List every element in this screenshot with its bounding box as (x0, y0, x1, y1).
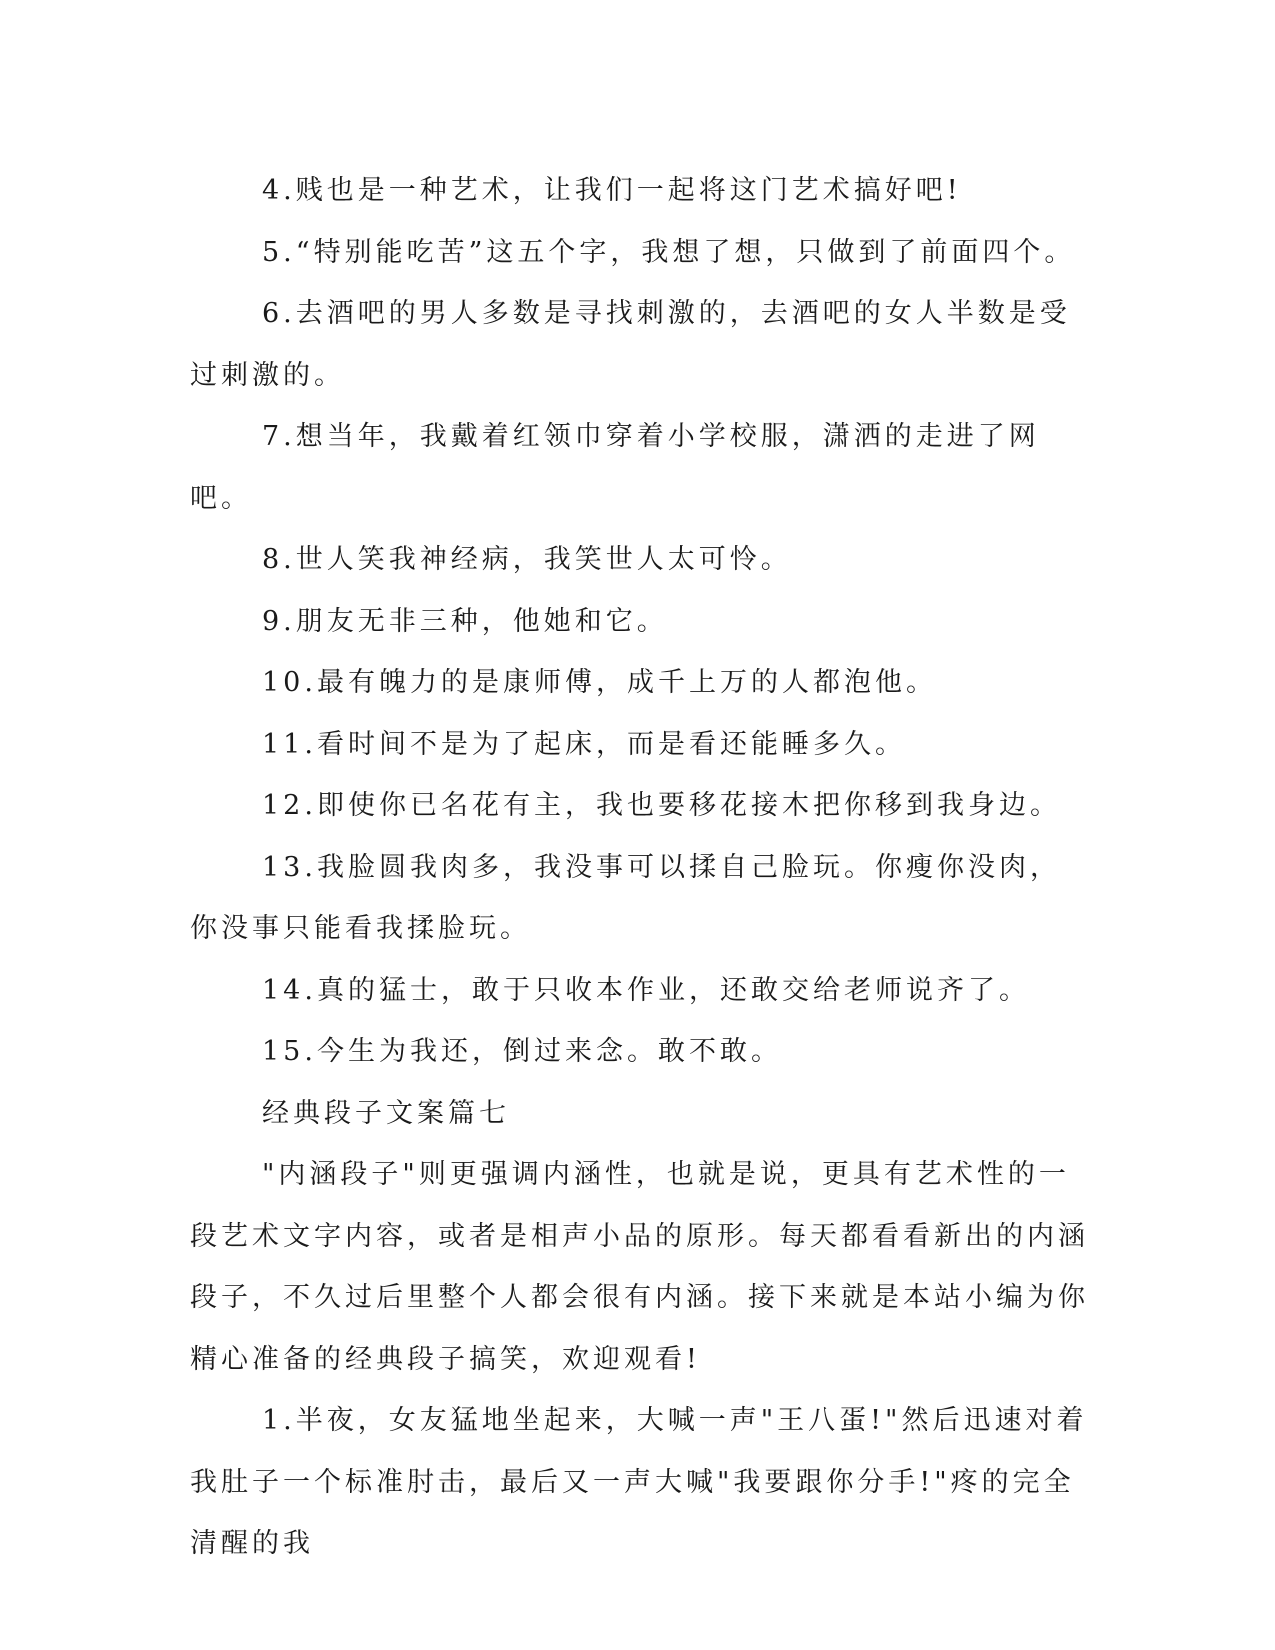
paragraph-item-6: 6.去酒吧的男人多数是寻找刺激的，去酒吧的女人半数是受过刺激的。 (190, 298, 1071, 391)
paragraph-item-10: 10.最有魄力的是康师傅，成千上万的人都泡他。 (262, 667, 937, 698)
paragraph-item-13: 13.我脸圆我肉多，我没事可以揉自己脸玩。你瘦你没肉，你没事只能看我揉脸玩。 (190, 851, 1061, 944)
paragraph-item-14: 14.真的猛士，敢于只收本作业，还敢交给老师说齐了。 (262, 974, 1030, 1006)
paragraph-item-15: 15.今生为我还，倒过来念。敢不敢。 (262, 1036, 782, 1067)
paragraph-item-7: 7.想当年，我戴着红领巾穿着小学校服，潇洒的走进了网吧。 (190, 421, 1040, 514)
section-heading: 经典段子文案篇七 (262, 1097, 510, 1129)
paragraph-item-12: 12.即使你已名花有主，我也要移花接木把你移到我身边。 (262, 790, 1061, 821)
paragraph-item-11: 11.看时间不是为了起床，而是看还能睡多久。 (262, 728, 906, 760)
paragraph-item-1: 1.半夜，女友猛地坐起来，大喊一声"王八蛋!"然后迅速对着我肚子一个标准肘击，最后又一声大喊"我要跟你分手!"疼的完全清醒的我 (190, 1405, 1088, 1559)
document-body (190, 160, 1090, 1575)
paragraph-item-8: 8.世人笑我神经病，我笑世人太可怜。 (262, 544, 792, 575)
paragraph-item-9: 9.朋友无非三种，他她和它。 (262, 605, 668, 637)
paragraph-item-5: 5.“特别能吃苦”这五个字，我想了想，只做到了前面四个。 (262, 236, 1076, 268)
paragraph-item-4: 4.贱也是一种艺术，让我们一起将这门艺术搞好吧! (262, 175, 962, 206)
section-intro-paragraph: "内涵段子"则更强调内涵性，也就是说，更具有艺术性的一段艺术文字内容，或者是相声小品的原形。每天都看看新出的内涵段子，不久过后里整个人都会很有内涵。接下来就是本站小编为你精心准备的经典段子搞笑，欢迎观看! (190, 1159, 1089, 1375)
